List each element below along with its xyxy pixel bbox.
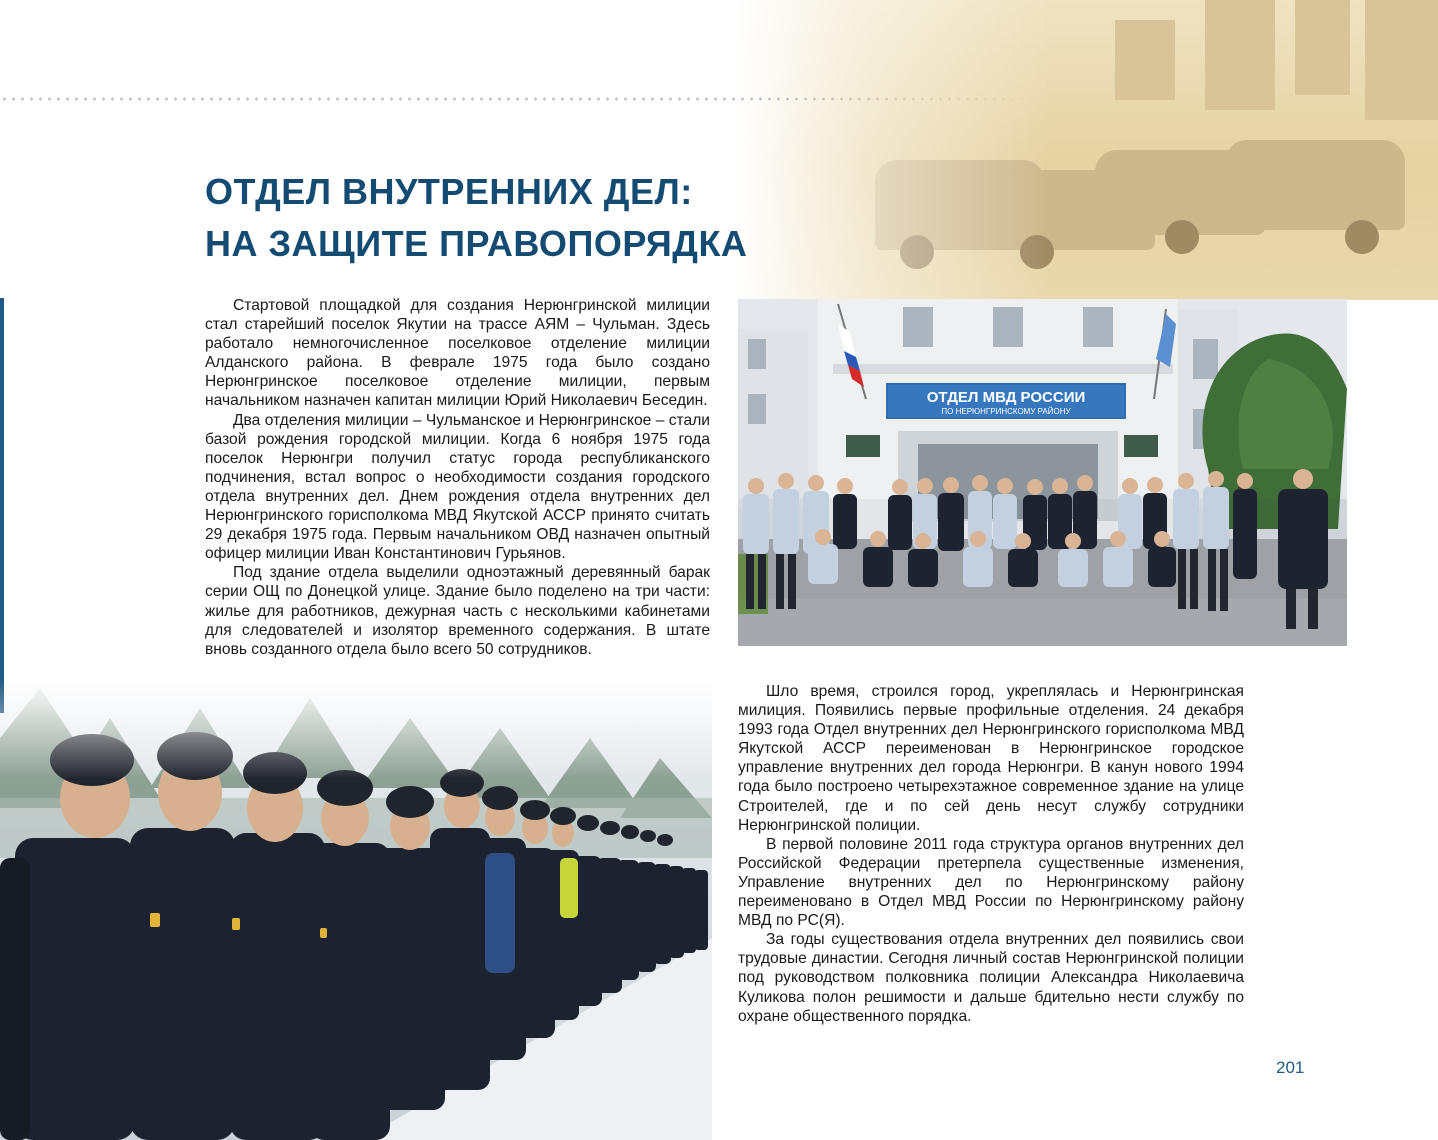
left-text-column xyxy=(205,296,710,659)
group-photo xyxy=(738,299,1347,646)
title-line-1: ОТДЕЛ ВНУТРЕННИХ ДЕЛ: xyxy=(205,171,693,212)
right-paragraph-2: В первой половине 2011 года структура органов внутренних дел Российской Федерации претерпела существенные изменения, Управление внутренних дел по Нерюнгринскому району переименовано в Отдел МВД России по Нерюнгринскому району МВД по РС(Я). xyxy=(738,835,1244,930)
police-formation-photo xyxy=(0,678,712,1140)
header-background-photo xyxy=(735,0,1438,300)
page-title xyxy=(205,166,747,270)
left-paragraph-3: Под здание отдела выделили одноэтажный деревянный барак серии ОЩ по Донецкой улице. Здание было поделено на три части: жилье для работников, дежурная часть с несколькими кабинетами для следователей и изолятор временного содержания. В штате вновь созданного отдела было всего 50 сотрудников. xyxy=(205,564,710,658)
right-paragraph-3: За годы существования отдела внутренних дел появились свои трудовые династии. Сегодня личный состав Нерюнгринской полиции под руководством полковника полиции Александра Николаевича Куликова полон решимости и дальше бдительно нести службу по охране общественного порядка. xyxy=(738,931,1244,1025)
left-paragraph-2: Два отделения милиции – Чульманское и Нерюнгринское – стали базой рождения городской милиции. Когда 6 ноября 1975 года поселок Нерюнгри получил статус города республиканского подчинения, встал вопрос о необходимости создания городского отдела внутренних дел. Днем рождения отдела внутренних дел Нерюнгринского горисполкома МВД Якутской АССР принято считать 29 декабря 1975 года. Первым начальником ОВД назначен опытный офицер милиции Иван Константинович Гурьянов. xyxy=(205,411,710,563)
sign-line-1: ОТДЕЛ МВД РОССИИ xyxy=(926,389,1086,406)
left-accent-bar xyxy=(0,298,4,713)
page-number: 201 xyxy=(1276,1058,1305,1077)
right-paragraph-1: Шло время, строился город, укреплялась и Нерюнгринская милиция. Появились первые профильные отделения. 24 декабря 1993 года Отдел внутренних дел Нерюнгринского горисполкома МВД Якутской АССР переименован в Нерюнгринское городское управление внутренних дел города Нерюнгри. В канун нового 1994 года было построено четырехэтажное современное здание на улице Строителей, где и по сей день несут службу сотрудники Нерюнгринской полиции. xyxy=(738,683,1244,834)
sign-line-2: ПО НЕРЮНГРИНСКОМУ РАЙОНУ xyxy=(941,407,1071,416)
title-line-2: НА ЗАЩИТЕ ПРАВОПОРЯДКА xyxy=(205,223,748,264)
left-paragraph-1: Стартовой площадкой для создания Нерюнгринской милиции стал старейший поселок Якутии на трассе АЯМ – Чульман. Здесь работало немногочисленное поселковое отделение милиции Алданского района. В феврале 1975 года было создано Нерюнгринское поселковое отделение милиции, первым начальником назначен капитан милиции Юрий Николаевич Беседин. xyxy=(205,297,710,410)
right-text-column xyxy=(738,682,1244,1026)
